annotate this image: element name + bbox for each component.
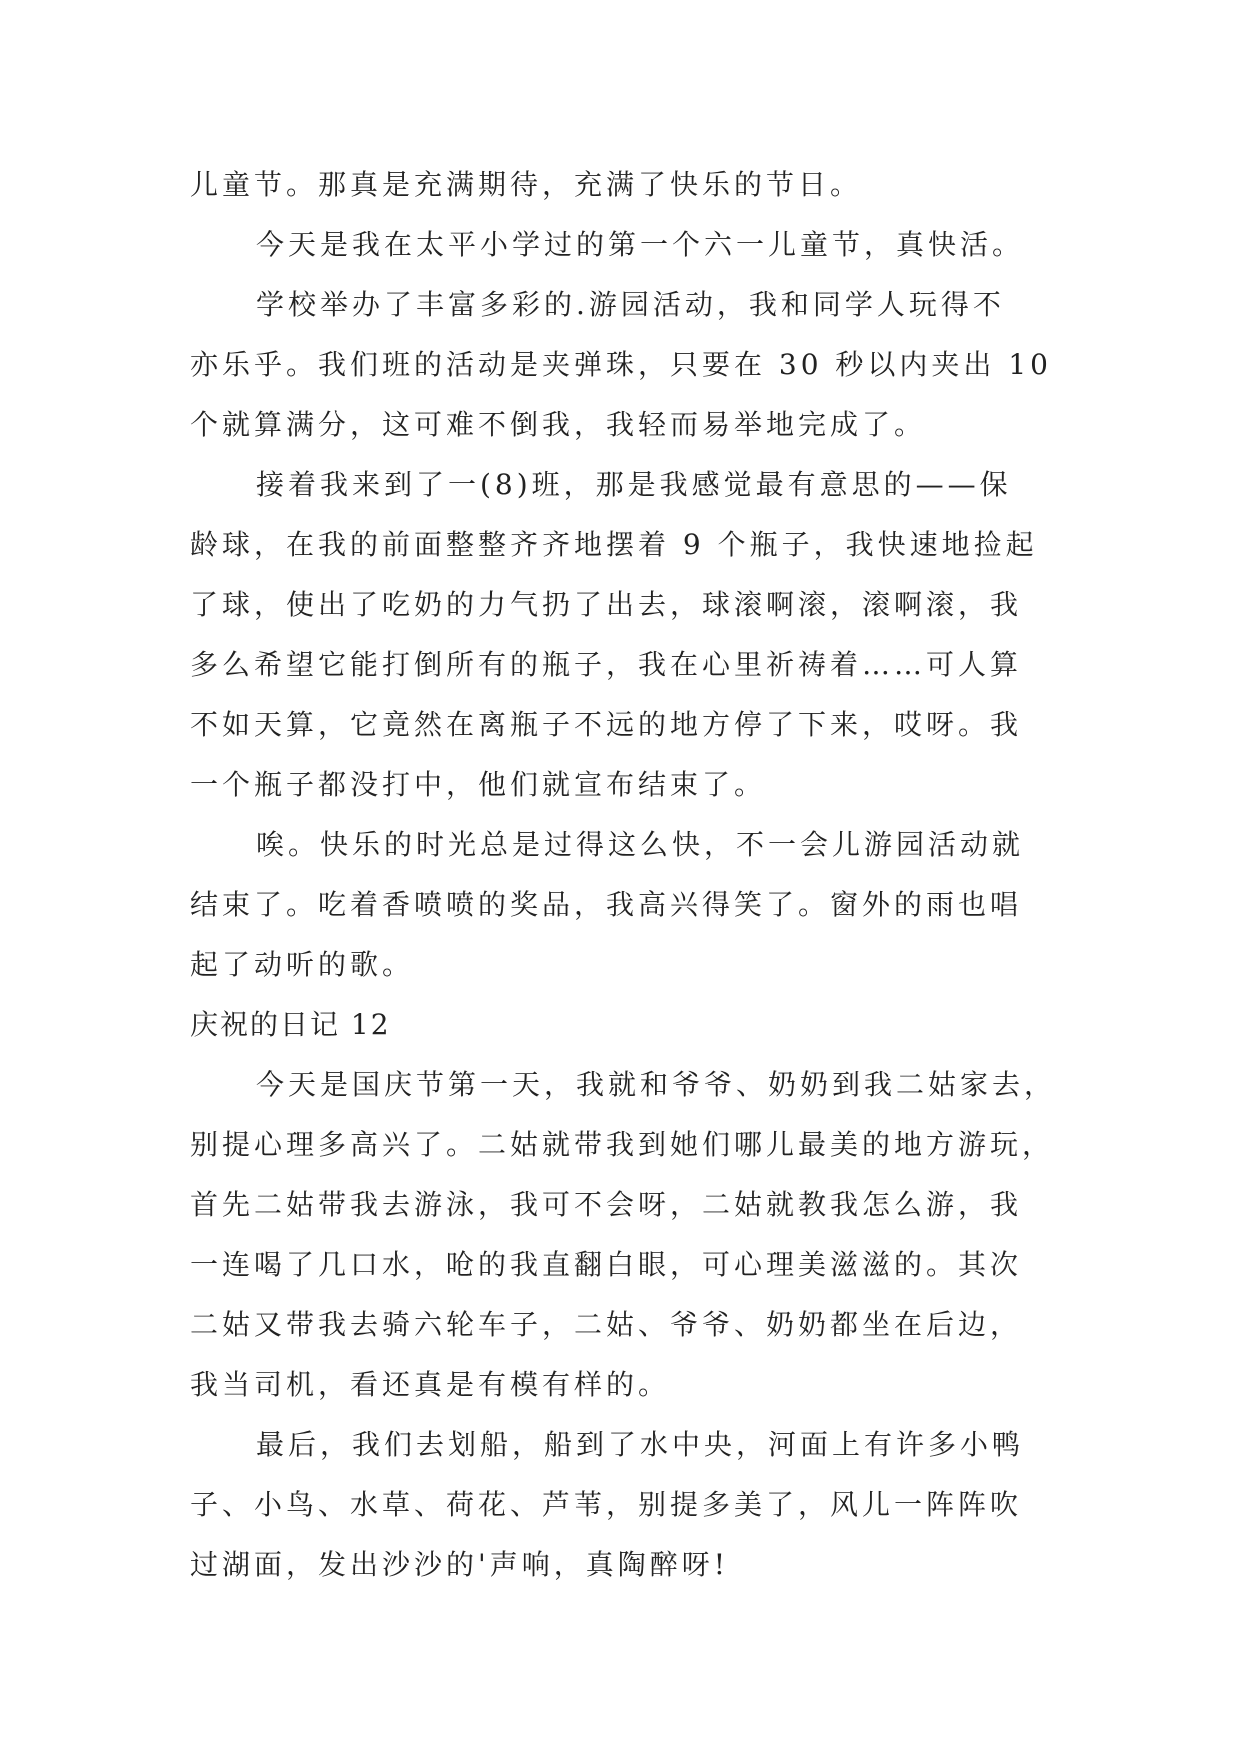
text-line: 子、小鸟、水草、荷花、芦苇，别提多美了，风儿一阵阵吹 [190, 1488, 1023, 1521]
text-line: 儿童节。那真是充满期待，充满了快乐的节日。 [190, 168, 863, 201]
text-line: 不如天算，它竟然在离瓶子不远的地方停了下来，哎呀。我 [190, 708, 1023, 741]
text-line: 我当司机，看还真是有模有样的。 [190, 1368, 671, 1401]
section-heading: 庆祝的日记 12 [190, 1008, 391, 1041]
text-line: 亦乐乎。我们班的活动是夹弹珠，只要在 30 秒以内夹出 10 [190, 348, 1052, 381]
text-line: 一连喝了几口水，呛的我直翻白眼，可心理美滋滋的。其次 [190, 1248, 1023, 1281]
text-line: 结束了。吃着香喷喷的奖品，我高兴得笑了。窗外的雨也唱 [190, 888, 1023, 921]
text-line: 最后，我们去划船，船到了水中央，河面上有许多小鸭 [256, 1428, 1025, 1461]
text-line: 一个瓶子都没打中，他们就宣布结束了。 [190, 768, 767, 801]
text-line: 首先二姑带我去游泳，我可不会呀，二姑就教我怎么游，我 [190, 1188, 1023, 1221]
text-line: 今天是我在太平小学过的第一个六一儿童节，真快活。 [256, 228, 1025, 261]
text-line: 二姑又带我去骑六轮车子，二姑、爷爷、奶奶都坐在后边， [190, 1308, 1023, 1341]
text-line: 龄球，在我的前面整整齐齐地摆着 9 个瓶子，我快速地捡起 [190, 528, 1038, 561]
text-line: 别提心理多高兴了。二姑就带我到她们哪儿最美的地方游玩， [190, 1128, 1055, 1161]
text-line: 接着我来到了一(8)班，那是我感觉最有意思的——保 [256, 468, 1012, 501]
text-line: 起了动听的歌。 [190, 948, 415, 981]
document-body [190, 155, 1070, 1595]
text-line: 唉。快乐的时光总是过得这么快，不一会儿游园活动就 [256, 828, 1025, 861]
text-line: 了球，使出了吃奶的力气扔了出去，球滚啊滚，滚啊滚，我 [190, 588, 1023, 621]
text-line: 个就算满分，这可难不倒我，我轻而易举地完成了。 [190, 408, 927, 441]
text-line: 今天是国庆节第一天，我就和爷爷、奶奶到我二姑家去， [256, 1068, 1057, 1101]
text-line: 学校举办了丰富多彩的.游园活动，我和同学人玩得不 [256, 288, 1005, 321]
text-line: 多么希望它能打倒所有的瓶子，我在心里祈祷着……可人算 [190, 648, 1023, 681]
text-line: 过湖面，发出沙沙的'声响，真陶醉呀! [190, 1548, 729, 1581]
